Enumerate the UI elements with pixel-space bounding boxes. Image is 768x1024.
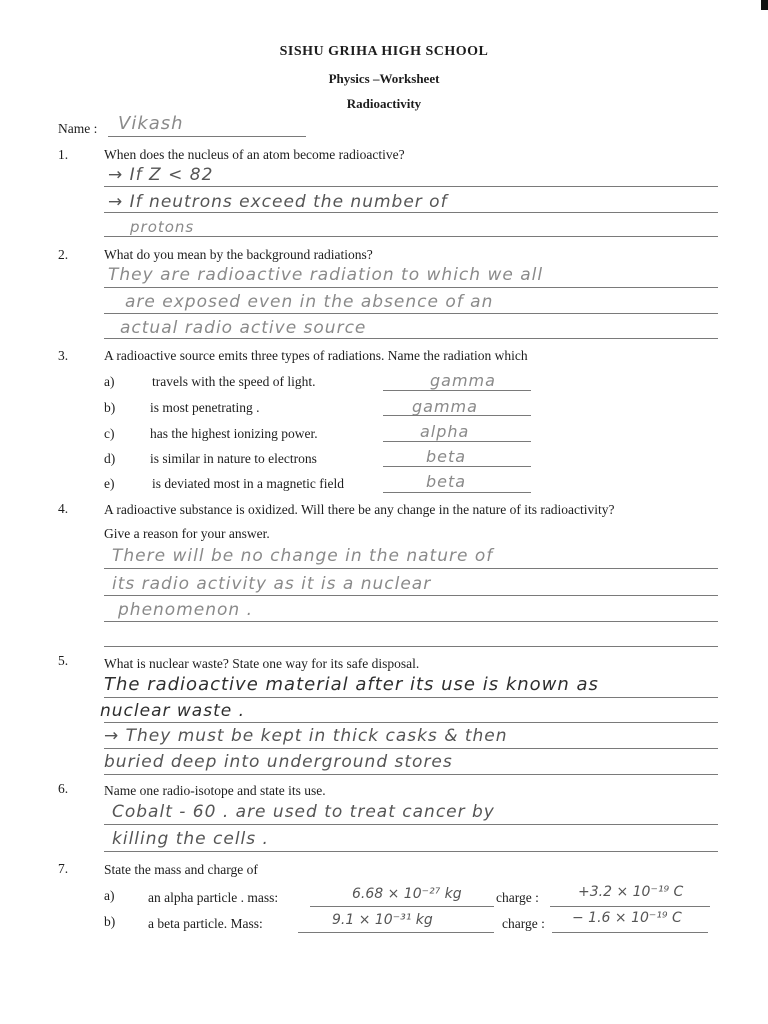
q7-a-charge-label: charge : xyxy=(496,890,539,905)
q3-number: 3. xyxy=(58,348,69,363)
q2-text: What do you mean by the background radiations? xyxy=(104,247,373,262)
q7-a-mass[interactable]: 6.68 × 10⁻²⁷ kg xyxy=(352,886,462,902)
answer-line xyxy=(104,287,718,288)
q4-text: A radioactive substance is oxidized. Will there be any change in the nature of its radioactivity? xyxy=(104,502,615,517)
q4-number: 4. xyxy=(58,501,69,516)
q6-text: Name one radio-isotope and state its use. xyxy=(104,783,326,798)
q3-item-c-letter: c) xyxy=(104,426,115,441)
q1-text: When does the nucleus of an atom become radioactive? xyxy=(104,147,405,162)
q7-a-text: an alpha particle . mass: xyxy=(148,890,279,905)
q2-answer-line-1[interactable]: They are radioactive radiation to which we all xyxy=(108,265,544,285)
q3-item-b-text: is most penetrating . xyxy=(150,400,260,415)
q1-number: 1. xyxy=(58,147,69,162)
q3-item-b-answer[interactable]: gamma xyxy=(412,397,478,416)
q7-b-charge[interactable]: − 1.6 × 10⁻¹⁹ C xyxy=(572,910,682,926)
q6-answer-line-1[interactable]: Cobalt - 60 . are used to treat cancer by xyxy=(112,802,495,822)
answer-line xyxy=(550,906,710,907)
q7-b-text: a beta particle. Mass: xyxy=(148,916,263,931)
q2-answer-line-3[interactable]: actual radio active source xyxy=(120,318,367,338)
q5-answer-line-2[interactable]: nuclear waste . xyxy=(100,701,245,721)
name-line xyxy=(108,136,306,137)
q7-b-mass[interactable]: 9.1 × 10⁻³¹ kg xyxy=(332,912,433,928)
q5-text: What is nuclear waste? State one way for its safe disposal. xyxy=(104,656,420,671)
q4-text-line-2: Give a reason for your answer. xyxy=(104,526,270,541)
answer-line xyxy=(104,236,718,237)
corner-mark xyxy=(761,0,768,10)
q4-answer-line-1[interactable]: There will be no change in the nature of xyxy=(112,546,494,566)
q1-answer-line-2[interactable]: → If neutrons exceed the number of xyxy=(108,192,448,212)
subject-title: Physics –Worksheet xyxy=(328,71,440,86)
answer-line xyxy=(104,824,718,825)
q3-item-d-letter: d) xyxy=(104,451,116,466)
answer-line xyxy=(310,906,494,907)
q5-answer-line-4[interactable]: buried deep into underground stores xyxy=(104,752,453,772)
answer-line xyxy=(552,932,708,933)
q7-a-letter: a) xyxy=(104,888,115,903)
q3-item-c-answer[interactable]: alpha xyxy=(420,422,470,441)
answer-line xyxy=(104,568,718,569)
q5-answer-line-3[interactable]: → They must be kept in thick casks & then xyxy=(104,726,508,746)
q3-item-a-answer[interactable]: gamma xyxy=(430,371,496,390)
answer-line xyxy=(104,212,718,213)
q3-item-b-letter: b) xyxy=(104,400,116,415)
answer-line xyxy=(104,595,718,596)
q3-item-c-text: has the highest ionizing power. xyxy=(150,426,318,441)
q1-answer-line-1[interactable]: → If Z < 82 xyxy=(108,165,214,185)
q3-text: A radioactive source emits three types of radiations. Name the radiation which xyxy=(104,348,528,363)
q3-item-a-text: travels with the speed of light. xyxy=(152,374,316,389)
school-name: SISHU GRIHA HIGH SCHOOL xyxy=(279,44,489,59)
q7-b-charge-label: charge : xyxy=(502,916,545,931)
q7-number: 7. xyxy=(58,861,69,876)
q5-number: 5. xyxy=(58,653,69,668)
q7-a-charge[interactable]: +3.2 × 10⁻¹⁹ C xyxy=(578,884,684,900)
q6-answer-line-2[interactable]: killing the cells . xyxy=(112,829,269,849)
answer-line xyxy=(383,466,531,467)
answer-line xyxy=(383,415,531,416)
answer-line xyxy=(104,748,718,749)
q3-item-e-text: is deviated most in a magnetic field xyxy=(152,476,344,491)
q3-item-e-answer[interactable]: beta xyxy=(426,472,467,491)
q3-item-a-letter: a) xyxy=(104,374,115,389)
answer-line xyxy=(104,722,718,723)
answer-line xyxy=(104,621,718,622)
q7-b-letter: b) xyxy=(104,914,116,929)
answer-line xyxy=(104,313,718,314)
answer-line xyxy=(104,646,718,647)
q3-item-e-letter: e) xyxy=(104,476,115,491)
answer-line xyxy=(104,186,718,187)
q1-answer-line-3[interactable]: protons xyxy=(130,218,195,236)
answer-line xyxy=(104,851,718,852)
answer-line xyxy=(383,492,531,493)
q3-item-d-answer[interactable]: beta xyxy=(426,447,467,466)
answer-line xyxy=(104,338,718,339)
topic-title: Radioactivity xyxy=(346,96,422,111)
answer-line xyxy=(104,697,718,698)
q5-answer-line-1[interactable]: The radioactive material after its use is known as xyxy=(104,674,599,695)
q2-answer-line-2[interactable]: are exposed even in the absence of an xyxy=(125,292,494,312)
answer-line xyxy=(383,390,531,391)
q4-answer-line-2[interactable]: its radio activity as it is a nuclear xyxy=(112,574,432,594)
q6-number: 6. xyxy=(58,781,69,796)
q7-text: State the mass and charge of xyxy=(104,862,258,877)
q2-number: 2. xyxy=(58,247,69,262)
q3-item-d-text: is similar in nature to electrons xyxy=(150,451,317,466)
answer-line xyxy=(383,441,531,442)
answer-line xyxy=(298,932,494,933)
name-label: Name : xyxy=(58,121,98,136)
name-value[interactable]: Vikash xyxy=(118,113,184,134)
answer-line xyxy=(104,774,718,775)
q4-answer-line-3[interactable]: phenomenon . xyxy=(118,600,253,620)
